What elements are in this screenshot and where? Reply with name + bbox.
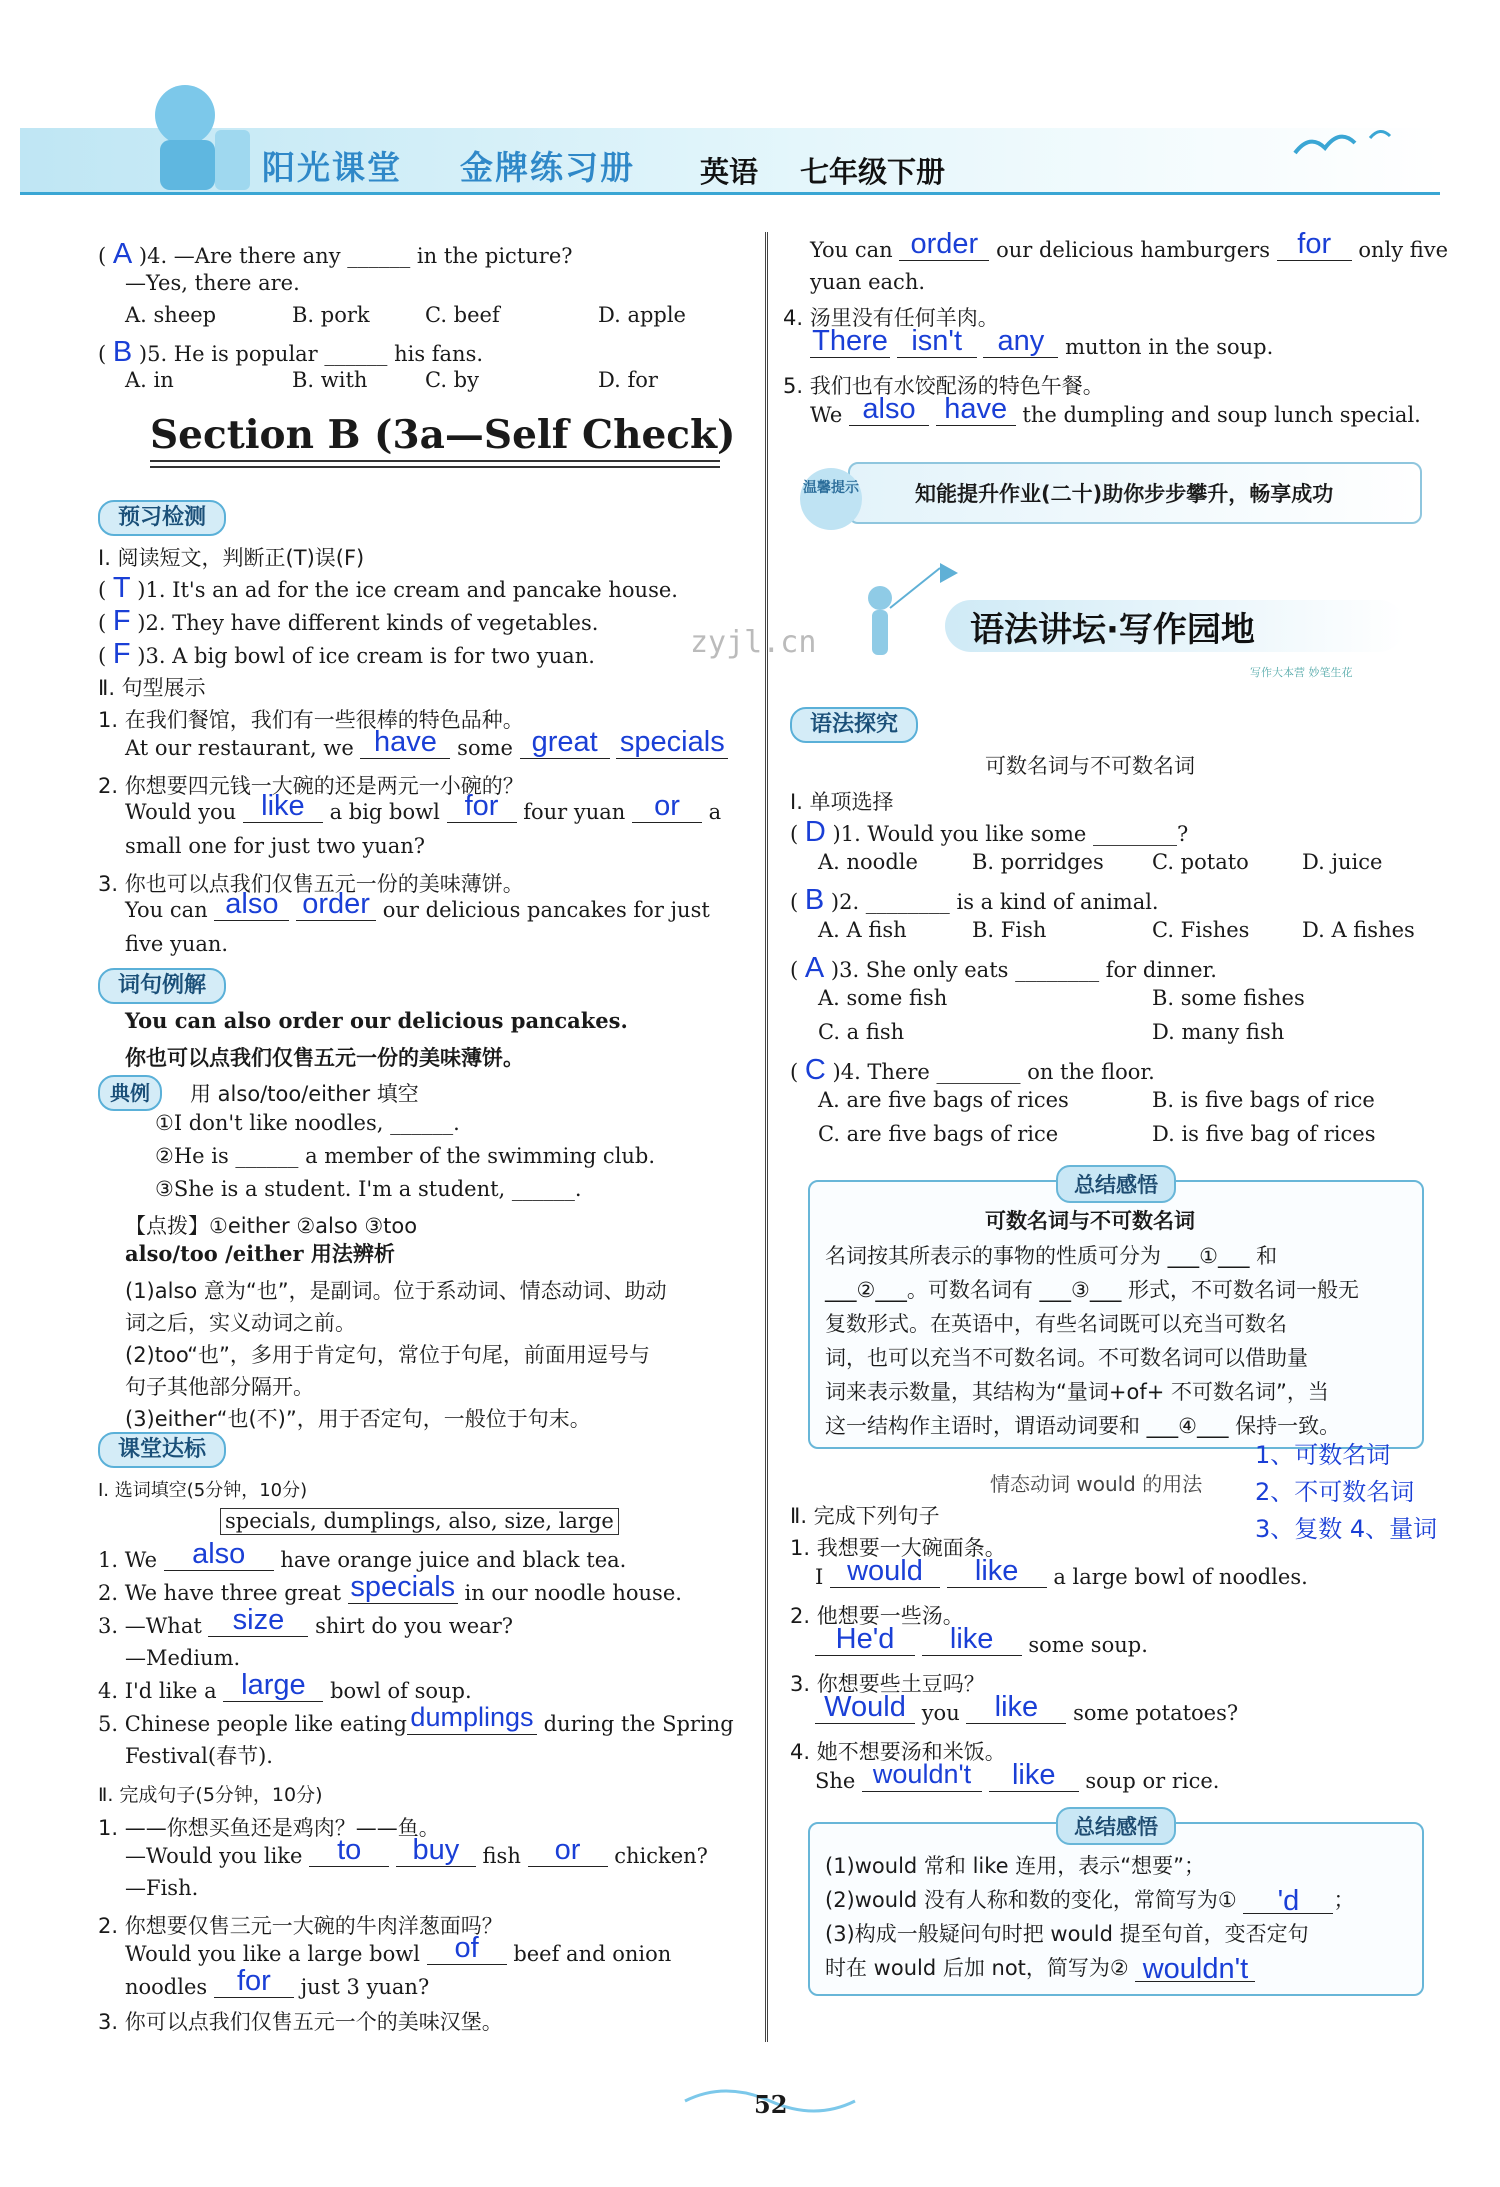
- grammar-sub: 写作大本营 妙笔生花: [1250, 666, 1353, 679]
- tag-preview: 预习检测: [98, 500, 226, 536]
- g1-title: Ⅰ. 单项选择: [790, 790, 894, 814]
- g2-title: Ⅱ. 完成下列句子: [790, 1504, 940, 1528]
- hand-note-1: 1、可数名词: [1255, 1441, 1391, 1469]
- c2-3-zh: 3. 你可以点我们仅售五元一个的美味汉堡。: [98, 2010, 503, 2034]
- g1-q1-b: B. porridges: [972, 850, 1104, 874]
- g2-4-en: She wouldn't like soup or rice.: [815, 1759, 1220, 1793]
- example-zh: 你也可以点我们仅售五元一份的美味薄饼。: [125, 1046, 524, 1070]
- c2-title: Ⅱ. 完成句子(5分钟，10分): [98, 1784, 323, 1806]
- g1-q3-a: A. some fish: [818, 986, 948, 1010]
- grammar-banner: 语法讲坛·写作园地: [970, 610, 1255, 650]
- usage-1: (1)also 意为“也”，是副词。位于系动词、情态动词、助动: [125, 1279, 667, 1303]
- r5-en: We also have the dumpling and soup lunch special.: [810, 393, 1421, 427]
- c2-1-zh: 1. ——你想买鱼还是鸡肉？——鱼。: [98, 1816, 440, 1840]
- summary-1-line-4: 词，也可以充当不可数名词。不可数名词可以借助量: [825, 1346, 1308, 1370]
- g1-q4-d: D. is five bag of rices: [1152, 1122, 1376, 1146]
- column-divider: [765, 232, 768, 2042]
- g2-1-zh: 1. 我想要一大碗面条。: [790, 1536, 1006, 1560]
- c1-3: 3. —What size shirt do you wear?: [98, 1604, 514, 1638]
- usage-5: (3)either“也(不)”，用于否定句，一般位于句末。: [125, 1407, 591, 1431]
- r4-zh: 4. 汤里没有任何羊肉。: [783, 306, 999, 330]
- c2-1-fish: —Fish.: [125, 1876, 199, 1900]
- summary-2-line-1: (1)would 常和 like 连用，表示“想要”；: [825, 1854, 1206, 1878]
- r3-en: You can order our delicious hamburgers for only five: [810, 228, 1449, 262]
- g1-q3-b: B. some fishes: [1152, 986, 1305, 1010]
- grade: 七年级下册: [800, 155, 946, 189]
- g1-q3-c: C. a fish: [818, 1020, 905, 1044]
- c1-tail: Festival(春节).: [125, 1744, 273, 1768]
- summary-1-line-3: 复数形式。在英语中，有些名词既可以充当可数名: [825, 1312, 1287, 1336]
- hand-note-2: 2、不可数名词: [1255, 1478, 1415, 1506]
- tip-text: 知能提升作业(二十)助你步步攀升，畅享成功: [915, 482, 1334, 506]
- dianli-text: 用 also/too/either 填空: [190, 1082, 419, 1106]
- g1-q3-d: D. many fish: [1152, 1020, 1285, 1044]
- section-underline-2: [150, 466, 720, 468]
- partial-heading: 情态动词 would 的用法: [990, 1472, 1203, 1496]
- summary-1-label: 总结感悟: [1056, 1165, 1176, 1203]
- g1-q2-b: B. Fish: [972, 918, 1047, 942]
- g1-q2-c: C. Fishes: [1152, 918, 1250, 942]
- g1-q4-b: B. is five bags of rice: [1152, 1088, 1375, 1112]
- q4: ( A )4. —Are there any ______ in the picture?: [98, 238, 573, 270]
- brand-title: 阳光课堂: [262, 148, 402, 187]
- c1-5: 5. Chinese people like eating dumplings during the Spring: [98, 1702, 734, 1736]
- q4-opt-b: B. pork: [292, 303, 370, 327]
- section-title: Section B (3a—Self Check): [150, 412, 736, 458]
- g1-q1-d: D. juice: [1302, 850, 1383, 874]
- c2-2-en: Would you like a large bowl of beef and onion: [125, 1932, 672, 1966]
- s3-tail: five yuan.: [125, 932, 229, 956]
- c1-medium: —Medium.: [125, 1646, 241, 1670]
- tf-1: ( T )1. It's an ad for the ice cream and pancake house.: [98, 572, 678, 604]
- g2-2-zh: 2. 他想要一些汤。: [790, 1604, 964, 1628]
- summary-1-line-2: ___②___。可数名词有 ___③___ 形式，不可数名词一般无: [825, 1278, 1360, 1302]
- summary-2-line-3: (3)构成一般疑问句时把 would 提至句首，变否定句: [825, 1922, 1309, 1946]
- summary-1-line-5: 词来表示数量，其结构为“量词+of+ 不可数名词”，当: [825, 1380, 1329, 1404]
- s3-zh: 3. 你也可以点我们仅售五元一份的美味薄饼。: [98, 872, 524, 896]
- q4-opt-c: C. beef: [425, 303, 500, 327]
- r5-zh: 5. 我们也有水饺配汤的特色午餐。: [783, 374, 1104, 398]
- g1-q4: ( C )4. There ________ on the floor.: [790, 1054, 1155, 1086]
- brand-subtitle: 金牌练习册: [460, 148, 635, 187]
- usage-title: also/too /either 用法辨析: [125, 1241, 395, 1266]
- g1-q2-d: D. A fishes: [1302, 918, 1415, 942]
- q4-opt-d: D. apple: [598, 303, 686, 327]
- tag-grammar: 语法探究: [790, 707, 918, 743]
- g2-1-en: I would like a large bowl of noodles.: [815, 1555, 1308, 1589]
- q4-opt-a: A. sheep: [125, 303, 217, 327]
- s2-tail: small one for just two yuan?: [125, 834, 426, 858]
- summary-1-line-6: 这一结构作主语时，谓语动词要和 ___④___ 保持一致。: [825, 1414, 1341, 1438]
- tag-example: 词句例解: [98, 968, 226, 1004]
- c2-1-en: —Would you like to buy fish or chicken?: [125, 1834, 708, 1868]
- q5-opt-a: A. in: [125, 368, 174, 392]
- c1-4: 4. I'd like a large bowl of soup.: [98, 1669, 472, 1703]
- usage-2: 词之后，实义动词之前。: [125, 1311, 356, 1335]
- dianli-2: ②He is ______ a member of the swimming club.: [155, 1144, 656, 1168]
- s2-en: Would you like a big bowl for four yuan or a: [125, 790, 722, 824]
- summary-2-label: 总结感悟: [1056, 1807, 1176, 1845]
- dianbo: 【点拨】①either ②also ③too: [125, 1214, 418, 1238]
- tf-2: ( F )2. They have different kinds of vegetables.: [98, 605, 599, 637]
- watermark: zyjl.cn: [690, 625, 817, 660]
- q5-opt-b: B. with: [292, 368, 368, 392]
- g1-q4-c: C. are five bags of rice: [818, 1122, 1059, 1146]
- summary-1-line-1: 名词按其所表示的事物的性质可分为 ___①___ 和: [825, 1244, 1278, 1268]
- example-en: You can also order our delicious pancakes.: [125, 1008, 628, 1033]
- c1-1: 1. We also have orange juice and black tea.: [98, 1538, 627, 1572]
- g2-2-en: He'd like some soup.: [815, 1625, 1148, 1656]
- g2-3-en: Would you like some potatoes?: [815, 1693, 1238, 1724]
- r3-tail: yuan each.: [810, 270, 926, 294]
- tag-class: 课堂达标: [98, 1432, 226, 1468]
- g1-q4-a: A. are five bags of rices: [818, 1088, 1069, 1112]
- tip-label: 温馨提示: [800, 468, 862, 530]
- dianli-1: ①I don't like noodles, ______.: [155, 1111, 460, 1135]
- hand-note-3: 3、复数 4、量词: [1255, 1515, 1438, 1543]
- g1-q1-c: C. potato: [1152, 850, 1249, 874]
- summary-2-line-4: 时在 would 后加 not，简写为② wouldn't: [825, 1952, 1255, 1982]
- subject: 英语: [700, 155, 759, 189]
- r4-en: There isn't any mutton in the soup.: [810, 327, 1273, 358]
- g1-q2-a: A. A fish: [818, 918, 907, 942]
- word-box: specials, dumplings, also, size, large: [220, 1508, 619, 1535]
- g2-3-zh: 3. 你想要些土豆吗？: [790, 1672, 985, 1696]
- s1-zh: 1. 在我们餐馆，我们有一些很棒的特色品种。: [98, 708, 524, 732]
- page-number: 52: [754, 2090, 788, 2119]
- part1-title: Ⅰ. 阅读短文，判断正(T)误(F): [98, 546, 365, 570]
- s1-en: At our restaurant, we have some great specials: [125, 728, 728, 759]
- s2-zh: 2. 你想要四元钱一大碗的还是两元一小碗的？: [98, 774, 524, 798]
- summary-2-line-2: (2)would 没有人称和数的变化，常简写为① 'd ；: [825, 1885, 1355, 1917]
- g1-q3: ( A )3. She only eats ________ for dinner.: [790, 952, 1217, 984]
- usage-3: (2)too“也”，多用于肯定句，常位于句尾，前面用逗号与: [125, 1343, 650, 1367]
- g1-q1-a: A. noodle: [818, 850, 918, 874]
- part2-title: Ⅱ. 句型展示: [98, 676, 206, 700]
- mascot-logo-icon: [115, 70, 265, 195]
- c1-title: Ⅰ. 选词填空(5分钟，10分): [98, 1480, 308, 1501]
- tf-3: ( F )3. A big bowl of ice cream is for two yuan.: [98, 638, 595, 670]
- q4-reply: —Yes, there are.: [125, 271, 300, 295]
- q5-opt-d: D. for: [598, 368, 658, 392]
- section-underline: [150, 460, 720, 462]
- usage-4: 句子其他部分隔开。: [125, 1375, 314, 1399]
- grammar-title: 可数名词与不可数名词: [985, 754, 1195, 778]
- summary-1-title: 可数名词与不可数名词: [985, 1209, 1195, 1233]
- g1-q2: ( B )2. ________ is a kind of animal.: [790, 884, 1159, 916]
- tag-dianli: 典例: [98, 1075, 162, 1111]
- g2-4-zh: 4. 她不想要汤和米饭。: [790, 1740, 1006, 1764]
- s3-en: You can also order our delicious pancakes for just: [125, 888, 710, 922]
- c2-2-zh: 2. 你想要仅售三元一大碗的牛肉洋葱面吗？: [98, 1914, 503, 1938]
- c2-2-tail: noodles for just 3 yuan?: [125, 1965, 430, 1999]
- c1-2: 2. We have three great specials in our noodle house.: [98, 1571, 682, 1605]
- g1-q1: ( D )1. Would you like some ________?: [790, 816, 1189, 848]
- birds-icon: [1290, 118, 1410, 168]
- q5-opt-c: C. by: [425, 368, 479, 392]
- q5: ( B )5. He is popular ______ his fans.: [98, 336, 484, 368]
- dianli-3: ③She is a student. I'm a student, ______.: [155, 1177, 582, 1201]
